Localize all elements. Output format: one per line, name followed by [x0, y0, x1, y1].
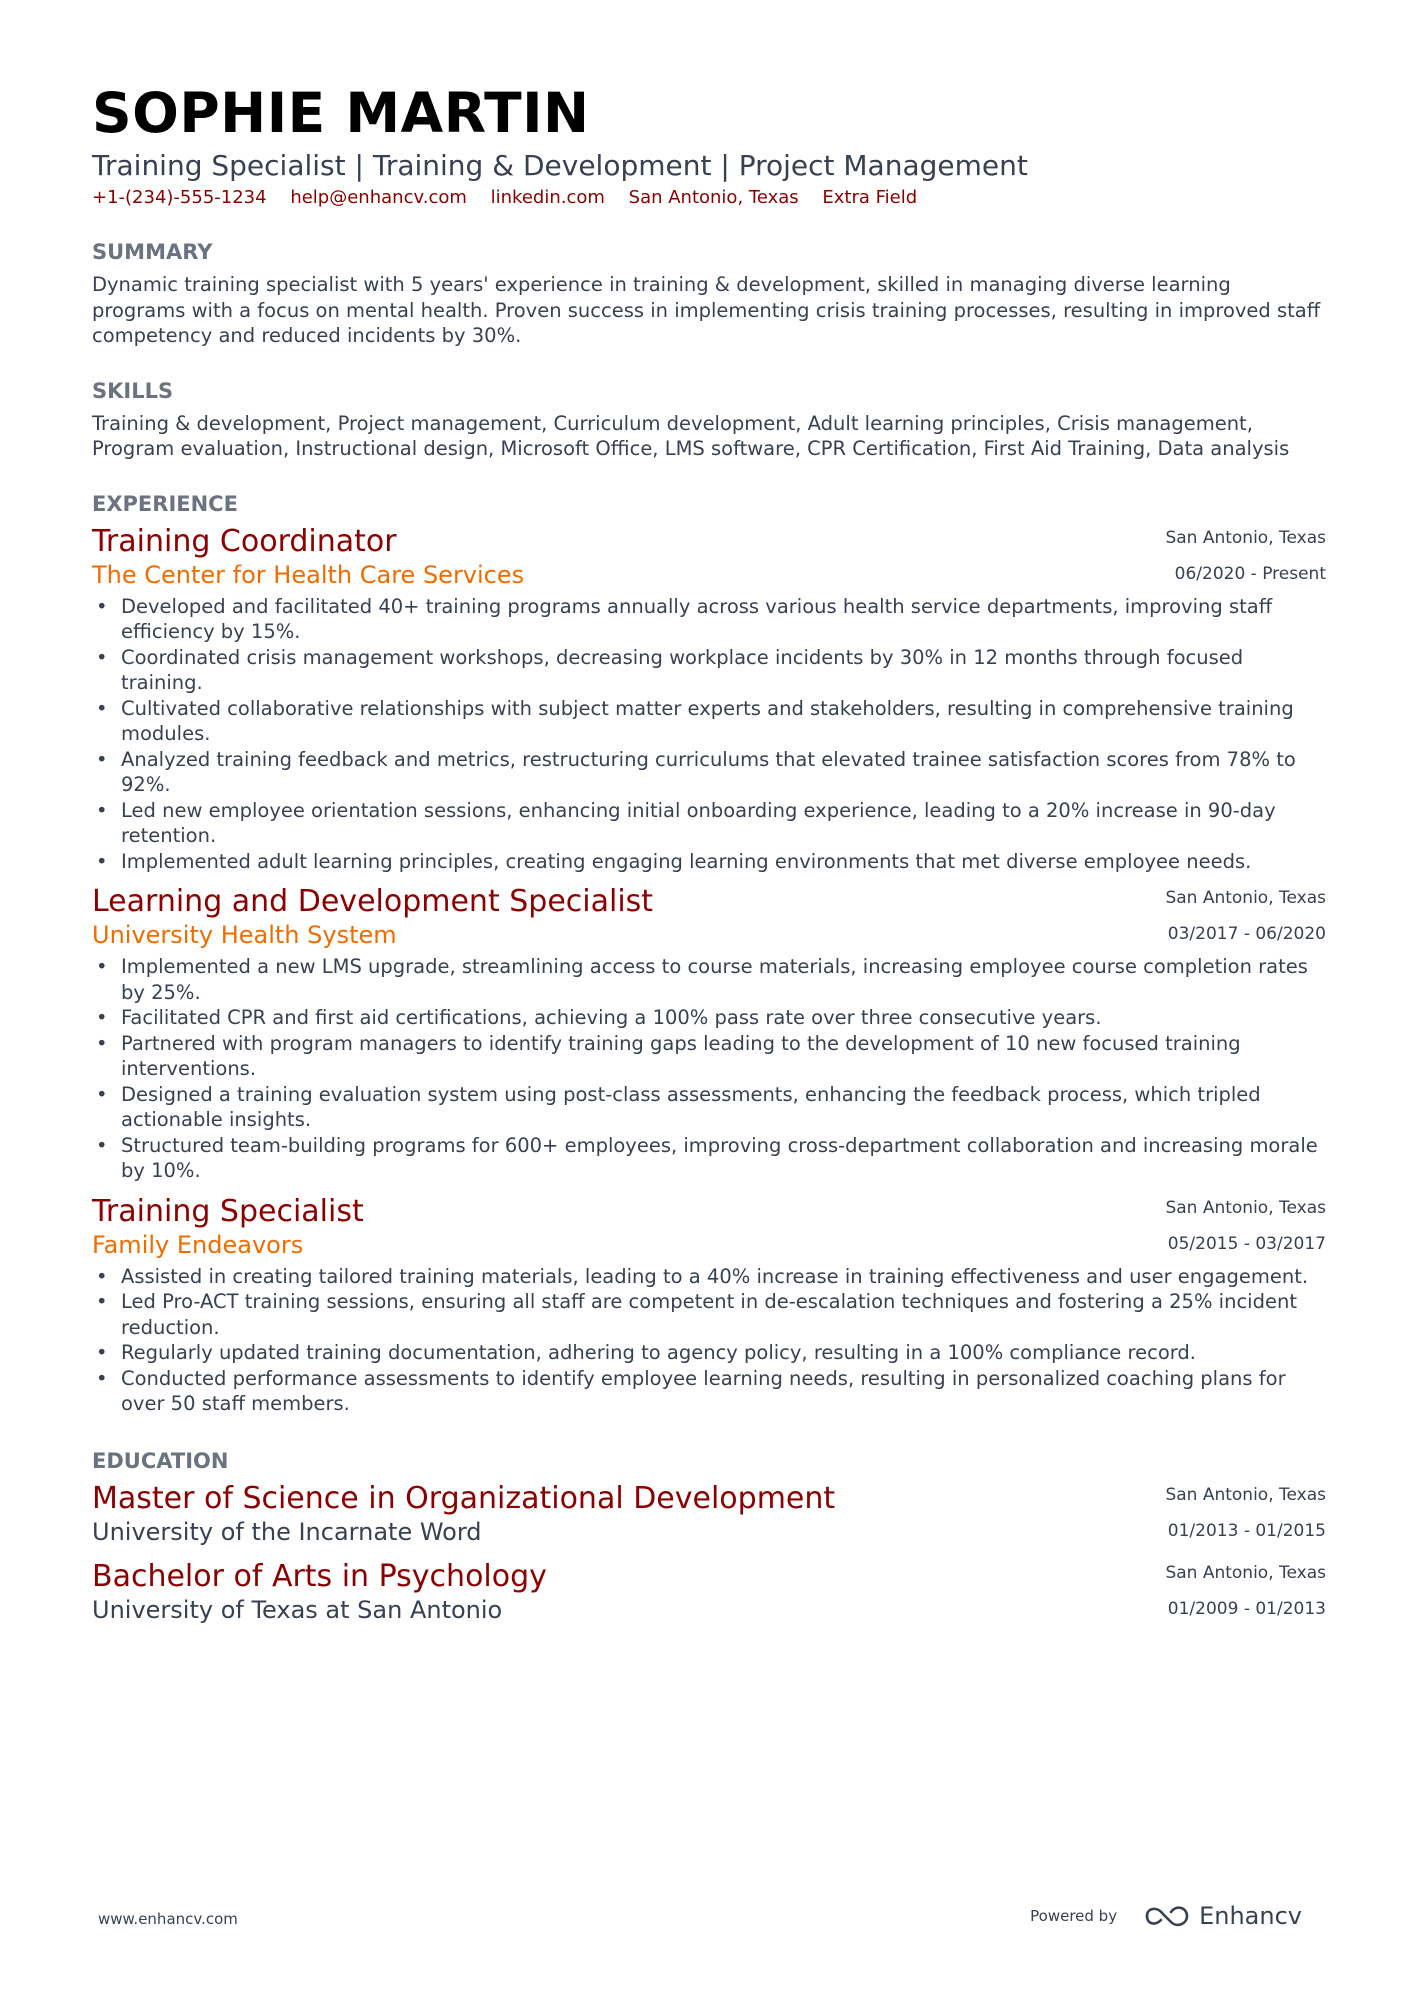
- job-title: Training Specialist: [92, 1193, 364, 1229]
- achievement-item: • Regularly updated training documentation, adhering to agency policy, resulting in a 100% compliance record.: [92, 1340, 1326, 1366]
- degree-title: Master of Science in Organizational Development: [92, 1480, 836, 1516]
- degree-title: Bachelor of Arts in Psychology: [92, 1558, 547, 1594]
- school-name: University of Texas at San Antonio: [92, 1595, 503, 1624]
- school-name: University of the Incarnate Word: [92, 1517, 482, 1546]
- achievement-list: [92, 594, 1326, 875]
- contact-phone[interactable]: +1-(234)-555-1234: [92, 187, 267, 208]
- education-location: San Antonio, Texas: [1165, 1484, 1326, 1505]
- job-dates: 06/2020 - Present: [1174, 563, 1326, 584]
- experience-section-title: EXPERIENCE: [92, 491, 238, 516]
- achievement-item: • Assisted in creating tailored training materials, leading to a 40% increase in training effectiveness and user engagement.: [92, 1264, 1326, 1290]
- achievement-item: • Designed a training evaluation system using post-class assessments, enhancing the feedback process, which tripled actionable insights.: [92, 1082, 1326, 1133]
- achievement-item: • Coordinated crisis management workshops, decreasing workplace incidents by 30% in 12 months through focused training.: [92, 645, 1326, 696]
- achievement-item: • Structured team-building programs for 600+ employees, improving cross-department collaboration and increasing morale by 10%.: [92, 1133, 1326, 1184]
- achievement-item: • Partnered with program managers to identify training gaps leading to the development of 10 new focused training interventions.: [92, 1031, 1326, 1082]
- achievement-item: • Implemented adult learning principles, creating engaging learning environments that met diverse employee needs.: [92, 849, 1326, 875]
- job-title: Learning and Development Specialist: [92, 884, 654, 919]
- company-name: The Center for Health Care Services: [92, 560, 525, 589]
- achievement-item: • Analyzed training feedback and metrics, restructuring curriculums that elevated trainee satisfaction scores from 78% to 92%.: [92, 747, 1326, 798]
- achievement-item: • Led Pro-ACT training sessions, ensuring all staff are competent in de-escalation techniques and fostering a 25% incident reduction.: [92, 1289, 1326, 1340]
- education-dates: 01/2013 - 01/2015: [1167, 1520, 1326, 1541]
- education-section-title: EDUCATION: [92, 1448, 229, 1473]
- contact-extra-field: Extra Field: [822, 187, 918, 208]
- skills-text: Training & development, Project management, Curriculum development, Adult learning principles, Crisis management, Program evaluation, Instructional design, Microsoft Office, LMS software, CPR Certification, First Aid Training, Data analysis: [92, 411, 1290, 460]
- resume-page: [92, 78, 1326, 1625]
- skills-section-title: SKILLS: [92, 378, 174, 403]
- achievement-item: • Facilitated CPR and first aid certifications, achieving a 100% pass rate over three consecutive years.: [92, 1005, 1326, 1031]
- education-entry: [92, 1559, 1326, 1625]
- achievement-item: • Implemented a new LMS upgrade, streamlining access to course materials, increasing employee course completion rates by 25%.: [92, 954, 1326, 1005]
- enhancv-brand-name: Enhancv: [1199, 1902, 1302, 1930]
- job-location: San Antonio, Texas: [1165, 527, 1326, 548]
- contact-info: [92, 186, 1326, 210]
- summary-text: Dynamic training specialist with 5 years' experience in training & development, skilled in managing diverse learning programs with a focus on mental health. Proven success in implementing crisis training processes, resulting in improved staff competency and reduced incidents by 30%.: [92, 273, 1321, 347]
- job-dates: 03/2017 - 06/2020: [1167, 924, 1326, 944]
- achievement-item: • Led new employee orientation sessions, enhancing initial onboarding experience, leading to a 20% increase in 90-day retention.: [92, 798, 1326, 849]
- enhancv-logo-icon: [1143, 1902, 1191, 1930]
- achievement-list: [92, 1264, 1326, 1417]
- achievement-item: • Conducted performance assessments to identify employee learning needs, resulting in personalized coaching plans for over 50 staff members.: [92, 1366, 1326, 1417]
- job-title: Training Coordinator: [92, 523, 397, 559]
- job-dates: 05/2015 - 03/2017: [1167, 1233, 1326, 1254]
- experience-entry: [92, 884, 1326, 1184]
- achievement-item: • Developed and facilitated 40+ training programs annually across various health service departments, improving staff efficiency by 15%.: [92, 594, 1326, 645]
- candidate-name: SOPHIE MARTIN: [92, 81, 590, 145]
- powered-by-label: Powered by: [1030, 1907, 1118, 1925]
- summary-section-title: SUMMARY: [92, 240, 213, 264]
- footer-branding: [1030, 1902, 1302, 1930]
- education-location: San Antonio, Texas: [1165, 1562, 1326, 1583]
- education-entry: [92, 1481, 1326, 1547]
- footer-website[interactable]: www.enhancv.com: [98, 1910, 238, 1928]
- contact-email[interactable]: help@enhancv.com: [290, 187, 467, 208]
- company-name: Family Endeavors: [92, 1230, 304, 1259]
- experience-entry: [92, 524, 1326, 875]
- contact-linkedin[interactable]: linkedin.com: [490, 187, 605, 208]
- achievement-item: • Cultivated collaborative relationships with subject matter experts and stakeholders, resulting in comprehensive training modules.: [92, 696, 1326, 747]
- job-location: San Antonio, Texas: [1165, 1197, 1326, 1218]
- experience-entry: [92, 1194, 1326, 1417]
- job-location: San Antonio, Texas: [1165, 888, 1326, 908]
- education-dates: 01/2009 - 01/2013: [1167, 1598, 1326, 1619]
- achievement-list: [92, 954, 1326, 1184]
- contact-location: San Antonio, Texas: [628, 187, 799, 208]
- headline: Training Specialist | Training & Development | Project Management: [92, 149, 1028, 182]
- company-name: University Health System: [92, 921, 397, 949]
